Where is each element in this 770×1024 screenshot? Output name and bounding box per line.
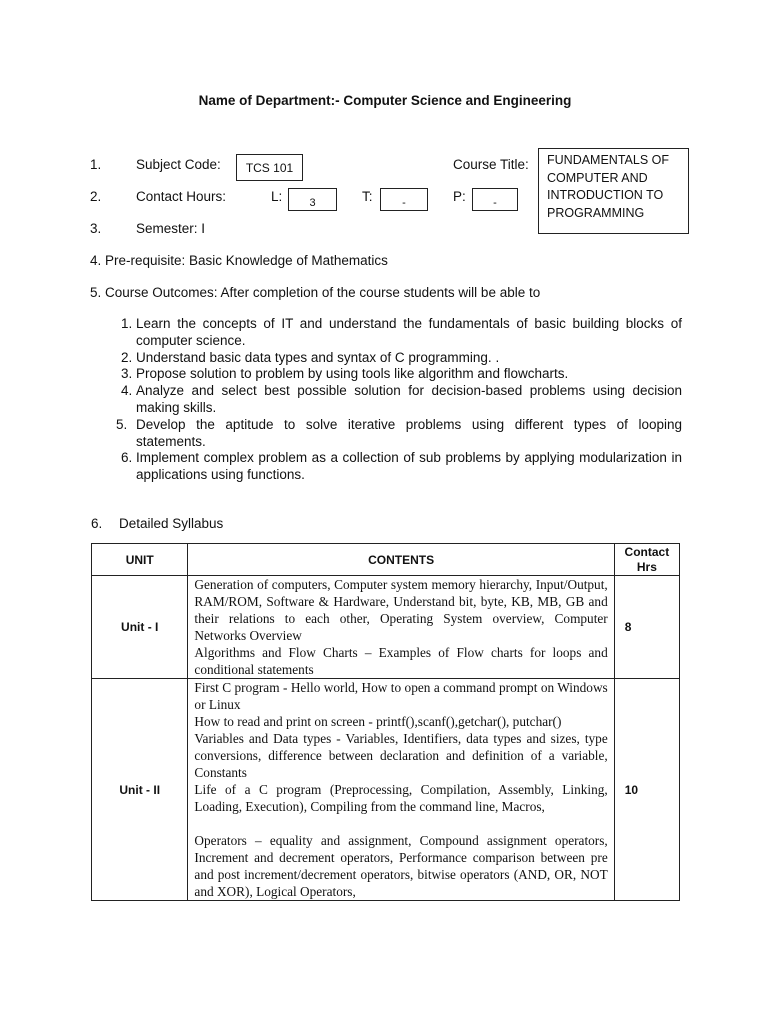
lecture-hours-box	[288, 188, 337, 211]
contents-paragraph: Operators – equality and assignment, Compound assignment operators, Increment and decrement operators, Performance comparison between pre and post increment/decrement operators, bitwise operators (AND, OR, NOT and XOR), Logical Operators,	[194, 833, 608, 899]
lecture-hours-value: 3	[309, 196, 316, 209]
contents-cell	[188, 679, 614, 901]
contents-paragraph: Life of a C program (Preprocessing, Compilation, Assembly, Linking, Loading, Execution), Compiling from the command line, Macros,	[194, 782, 608, 814]
tutorial-hours-box	[380, 188, 428, 211]
practical-hours-value: -	[493, 196, 497, 209]
semester-text: Semester: I	[136, 221, 206, 236]
outcome-item: 3. Propose solution to problem by using tools like algorithm and flowcharts.	[136, 366, 682, 383]
table-row	[92, 576, 680, 679]
contact-hours-header-line: Hrs	[636, 559, 657, 574]
outcome-item: 4. Analyze and select best possible solution for decision-based problems using decision making skills.	[136, 383, 682, 417]
outcome-item: 6. Implement complex problem as a collection of sub problems by applying modularization in applications using functions.	[136, 450, 682, 484]
syllabus-number: 6.	[91, 516, 103, 531]
lecture-label: L:	[271, 189, 283, 204]
contact-hours-label: Contact Hours:	[136, 189, 227, 204]
course-title-line: INTRODUCTION TO	[547, 188, 664, 202]
unit-cell: Unit - II	[92, 679, 188, 901]
course-title-box	[538, 148, 689, 234]
item-number-2: 2.	[90, 189, 102, 204]
hours-cell: 10	[614, 679, 679, 901]
tutorial-label: T:	[362, 189, 373, 204]
table-row	[92, 679, 680, 901]
subject-code-value: TCS 101	[245, 160, 294, 175]
item-number-1: 1.	[90, 157, 102, 172]
practical-label: P:	[453, 189, 466, 204]
contents-cell	[188, 576, 614, 679]
course-title-line: PROGRAMMING	[547, 205, 645, 220]
course-outcomes-heading: 5. Course Outcomes: After completion of the course students will be able to	[90, 285, 541, 300]
contact-hours-header-line: Contact	[624, 544, 670, 559]
practical-hours-box	[472, 188, 518, 211]
syllabus-heading: Detailed Syllabus	[119, 516, 224, 531]
contents-paragraph: How to read and print on screen - printf(),scanf(),getchar(), putchar()	[194, 714, 562, 729]
department-heading: Name of Department:- Computer Science and Engineering	[198, 93, 572, 108]
hours-cell: 8	[614, 576, 679, 679]
unit-column-header: UNIT	[92, 544, 188, 576]
contact-hours-column-header	[614, 544, 679, 576]
contents-paragraph: Variables and Data types - Variables, Identifiers, data types and sizes, type conversions, difference between declaration and definition of a variable, Constants	[194, 731, 608, 780]
unit-cell: Unit - I	[92, 576, 188, 679]
prerequisite-text: 4. Pre-requisite: Basic Knowledge of Mathematics	[90, 253, 388, 268]
contents-paragraph: Algorithms and Flow Charts – Examples of Flow charts for loops and conditional statements	[194, 645, 608, 677]
course-title-line: FUNDAMENTALS OF	[547, 153, 669, 167]
item-number-3: 3.	[90, 221, 102, 236]
outcome-item: 2. Understand basic data types and syntax of C programming. .	[136, 350, 682, 367]
course-title-label: Course Title:	[453, 157, 529, 172]
outcome-item: 5. Develop the aptitude to solve iterative problems using different types of looping statements.	[136, 417, 682, 451]
contents-paragraph: First C program - Hello world, How to open a command prompt on Windows or Linux	[194, 680, 608, 712]
syllabus-table	[91, 543, 680, 901]
table-header-row	[92, 544, 680, 576]
contents-column-header: CONTENTS	[188, 544, 614, 576]
tutorial-hours-value: -	[402, 196, 406, 209]
subject-code-label: Subject Code:	[136, 157, 221, 172]
course-outcomes-list	[112, 316, 682, 484]
outcome-item: 1. Learn the concepts of IT and understand the fundamentals of basic building blocks of computer science.	[136, 316, 682, 350]
subject-code-box	[236, 154, 303, 181]
paragraph-spacer	[194, 815, 607, 832]
contents-paragraph: Generation of computers, Computer system memory hierarchy, Input/Output, RAM/ROM, Software & Hardware, Understand bit, byte, KB, MB, GB and their relations to each other, Operating System overview, Computer Networks Overview	[194, 577, 608, 643]
course-title-line: COMPUTER AND	[547, 170, 648, 185]
